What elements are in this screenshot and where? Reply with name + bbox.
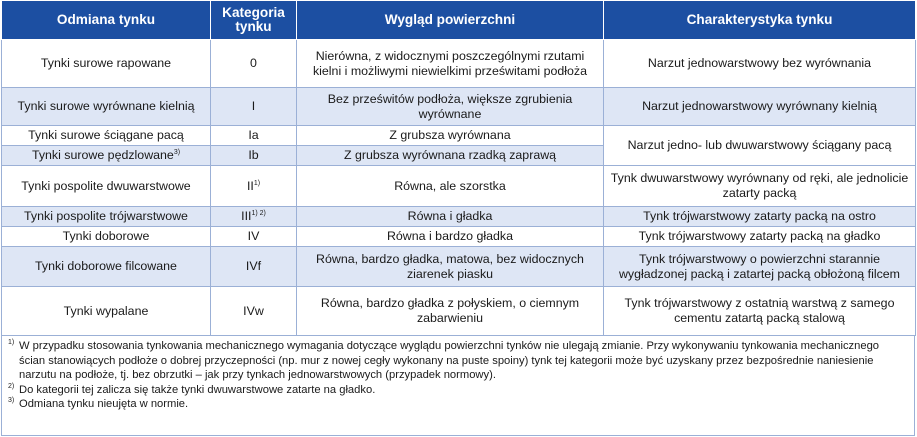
cell-category: IV — [211, 227, 297, 247]
table-row — [2, 227, 916, 247]
cell-name: Tynki surowe rapowane — [2, 40, 211, 88]
cell-category: IVf — [211, 247, 297, 287]
cell-characteristics: Narzut jednowarstwowy bez wyrównania — [604, 40, 916, 88]
footnote-text: Do kategorii tej zalicza się także tynki dwuwarstwowe zatarte na gładko. — [19, 383, 376, 396]
footnote-ref: 1) — [253, 179, 261, 187]
cell-name: Tynki surowe ściągane pacą — [2, 126, 211, 146]
footnotes — [1, 335, 915, 436]
footnote-item — [8, 397, 908, 412]
cell-category: Ib — [211, 146, 297, 166]
cell-characteristics: Narzut jednowarstwowy wyrównany kielnią — [604, 88, 916, 126]
cell-category: Ia — [211, 126, 297, 146]
cell-surface: Z grubsza wyrównana — [297, 126, 604, 146]
cell-characteristics: Tynk trójwarstwowy zatarty packą na gładko — [604, 227, 916, 247]
table-row — [2, 40, 916, 88]
header-characteristics: Charakterystyka tynku — [604, 1, 916, 40]
cell-category-text: III — [241, 209, 252, 223]
header-category-text: Kategoria tynku — [222, 5, 285, 34]
cell-surface: Z grubsza wyrównana rzadką zaprawą — [297, 146, 604, 166]
table-row — [2, 287, 916, 336]
table-row — [2, 247, 916, 287]
cell-name: Tynki doborowe — [2, 227, 211, 247]
footnote-item — [8, 383, 908, 398]
footnote-item — [8, 339, 908, 383]
table-row — [2, 126, 916, 146]
footnote-ref: 3) — [173, 148, 181, 156]
footnote-number: 2) — [8, 382, 15, 390]
cell-surface: Równa i bardzo gładka — [297, 227, 604, 247]
header-plaster-type: Odmiana tynku — [2, 1, 211, 40]
cell-surface: Równa i gładka — [297, 207, 604, 227]
plaster-types-table — [1, 0, 916, 336]
cell-surface: Nierówna, z widocznymi poszczególnymi rzutami kielni i możliwymi niewielkimi prześwitami podłoża — [297, 40, 604, 88]
cell-characteristics: Tynk trójwarstwowy zatarty packą na ostro — [604, 207, 916, 227]
cell-characteristics: Tynk trójwarstwowy z ostatnią warstwą z samego cementu zatartą packą stalową — [604, 287, 916, 336]
footnote-text: W przypadku stosowania tynkowania mechanicznego wymagania dotyczące wyglądu powierzchni tynków nie ulegają zmianie. Przy wykonywaniu tynkowania mechanicznego ścian stanowiących podłoże o dobrej przyczepności (np. mur z nowej cegły wykonany na puste spoiny) tynk tej kategorii może być uzyskany przez bezpośrednie naniesienie narzutu na podłoże, tj. bez obrzutki – jak przy tynkach jednowarstwowych (przypadek normowy). — [19, 340, 880, 382]
cell-category: I — [211, 88, 297, 126]
footnote-number: 1) — [8, 339, 15, 346]
cell-category — [211, 207, 297, 227]
cell-category-text: II — [246, 178, 254, 193]
table-row — [2, 207, 916, 227]
footnote-number: 3) — [8, 397, 15, 405]
cell-surface: Równa, bardzo gładka z połyskiem, o ciemnym zabarwieniu — [297, 287, 604, 336]
cell-name: Tynki pospolite trójwarstwowe — [2, 207, 211, 227]
cell-surface: Bez prześwitów podłoża, większe zgrubienia wyrównane — [297, 88, 604, 126]
cell-name — [2, 146, 211, 166]
cell-name: Tynki surowe wyrównane kielnią — [2, 88, 211, 126]
cell-category: 0 — [211, 40, 297, 88]
cell-name: Tynki doborowe filcowane — [2, 247, 211, 287]
cell-surface: Równa, ale szorstka — [297, 166, 604, 207]
table-row — [2, 166, 916, 207]
table-header-row — [2, 1, 916, 40]
cell-category — [211, 166, 297, 207]
header-category — [211, 1, 297, 40]
cell-characteristics: Tynk trójwarstwowy o powierzchni starannie wygładzonej packą i zatartej packą obłożoną filcem — [604, 247, 916, 287]
cell-category: IVw — [211, 287, 297, 336]
header-surface: Wygląd powierzchni — [297, 1, 604, 40]
cell-name: Tynki pospolite dwuwarstwowe — [2, 166, 211, 207]
cell-surface: Równa, bardzo gładka, matowa, bez widocznych ziarenek piasku — [297, 247, 604, 287]
cell-characteristics: Tynk dwuwarstwowy wyrównany od ręki, ale jednolicie zatarty packą — [604, 166, 916, 207]
cell-name: Tynki wypalane — [2, 287, 211, 336]
footnote-text: Odmiana tynku nieujęta w normie. — [19, 398, 189, 411]
footnote-ref: 1) 2) — [251, 209, 266, 217]
cell-characteristics: Narzut jedno- lub dwuwarstwowy ściągany pacą — [604, 126, 916, 166]
table-row — [2, 88, 916, 126]
cell-name-text: Tynki surowe pędzlowane — [31, 148, 174, 162]
